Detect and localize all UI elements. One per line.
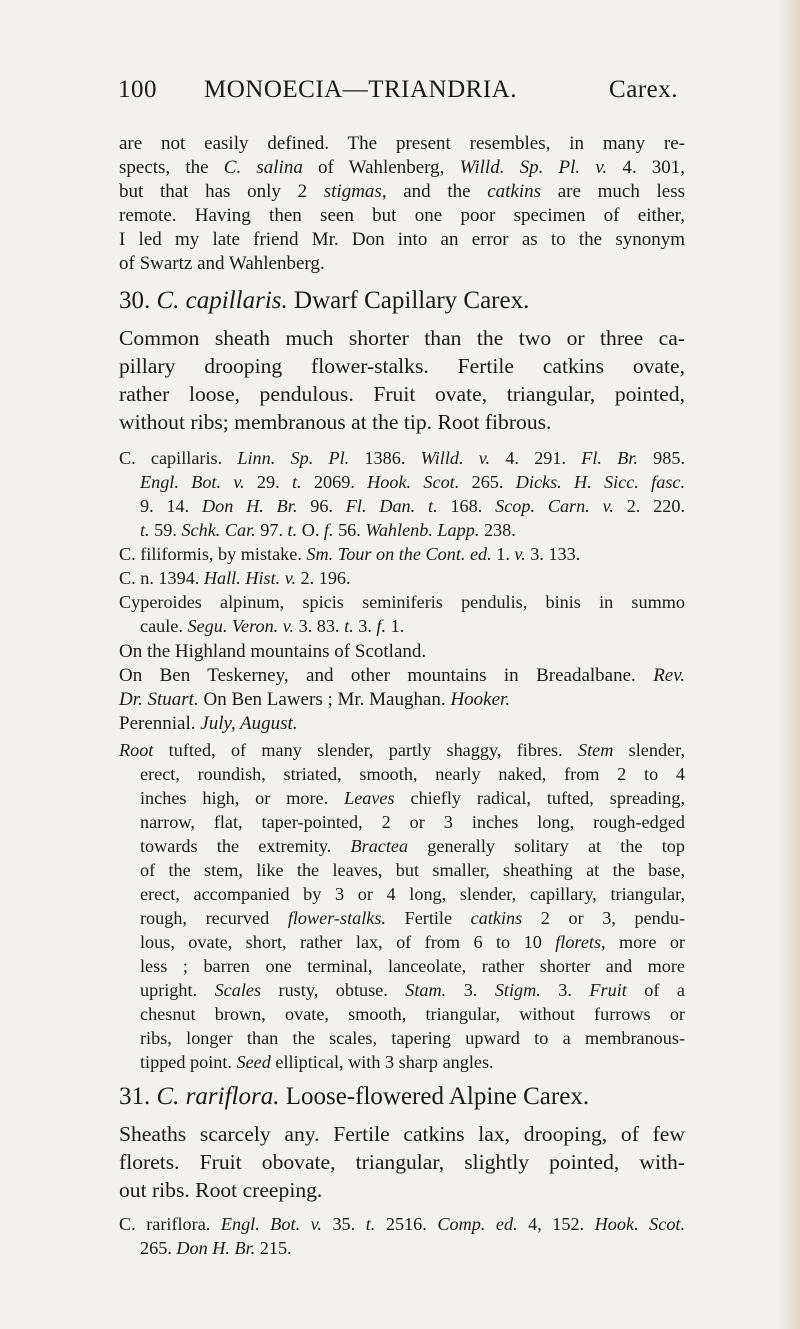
habitat-line: On the Highland mountains of Scotland. — [119, 641, 427, 662]
description-line: lous, ovate, short, rather lax, of from 6 to 10 florets, more or — [140, 932, 685, 952]
description-line: erect, roundish, striated, smooth, nearly naked, from 2 to 4 — [140, 764, 685, 784]
page-number: 100 — [118, 76, 157, 103]
synonym-line: 9. 14. Don H. Br. 96. Fl. Dan. t. 168. Scop. Carn. v. 2. 220. — [140, 496, 685, 516]
description-line: tipped point. Seed elliptical, with 3 sharp angles. — [140, 1052, 494, 1072]
diagnosis-line: Sheaths scarcely any. Fertile catkins lax, drooping, of few — [119, 1122, 685, 1146]
running-title: MONOECIA—TRIANDRIA. — [204, 76, 517, 103]
synonym-line: C. filiformis, by mistake. Sm. Tour on the Cont. ed. 1. v. 3. 133. — [119, 544, 581, 564]
habitat-line: On Ben Teskerney, and other mountains in Breadalbane. Rev. — [119, 665, 685, 686]
description-line: upright. Scales rusty, obtuse. Stam. 3. Stigm. 3. Fruit of a — [140, 980, 685, 1000]
description-line: narrow, flat, taper-pointed, 2 or 3 inches long, rough-edged — [140, 812, 685, 832]
description-line: Root tufted, of many slender, partly shaggy, fibres. Stem slender, — [119, 740, 685, 760]
synonym-line: 265. Don H. Br. 215. — [140, 1238, 292, 1258]
genus-heading: Carex. — [609, 76, 678, 103]
species-number: 30. — [119, 287, 151, 314]
species-english-name: Dwarf Capillary Carex. — [294, 287, 530, 314]
synonym-line: Cyperoides alpinum, spicis seminiferis pendulis, binis in summo — [119, 592, 685, 612]
species-latin-name: C. rariflora. — [156, 1083, 280, 1110]
description-line: of the stem, like the leaves, but smaller, sheathing at the base, — [140, 860, 685, 880]
intro-line: of Swartz and Wahlenberg. — [119, 253, 325, 274]
description-line: rough, recurved flower-stalks. Fertile catkins 2 or 3, pendu- — [140, 908, 685, 928]
description-line: inches high, or more. Leaves chiefly radical, tufted, spreading, — [140, 788, 685, 808]
habitat-line: Dr. Stuart. On Ben Lawers ; Mr. Maughan. Hooker. — [119, 689, 511, 710]
description-line: ribs, longer than the scales, tapering upward to a membranous- — [140, 1028, 685, 1048]
page-edge-shadow — [778, 0, 800, 1329]
intro-line: but that has only 2 stigmas, and the catkins are much less — [119, 181, 685, 202]
intro-line: I led my late friend Mr. Don into an error as to the synonym — [119, 229, 685, 250]
description-line: erect, accompanied by 3 or 4 long, slender, capillary, triangular, — [140, 884, 685, 904]
synonym-line: C. capillaris. Linn. Sp. Pl. 1386. Willd. v. 4. 291. Fl. Br. 985. — [119, 448, 686, 468]
description-line: towards the extremity. Bractea generally solitary at the top — [140, 836, 685, 856]
synonym-line: t. 59. Schk. Car. 97. t. O. f. 56. Wahlenb. Lapp. 238. — [140, 520, 516, 540]
diagnosis-line: without ribs; membranous at the tip. Root fibrous. — [119, 410, 552, 434]
species-31-title — [119, 1082, 685, 1112]
diagnosis-line: Common sheath much shorter than the two or three ca- — [119, 326, 685, 350]
synonym-line: C. n. 1394. Hall. Hist. v. 2. 196. — [119, 568, 351, 588]
species-latin-name: C. capillaris. — [156, 287, 288, 314]
description-line: chesnut brown, ovate, smooth, triangular, without furrows or — [140, 1004, 685, 1024]
species-english-name: Loose-flowered Alpine Carex. — [285, 1083, 590, 1110]
diagnosis-line: pillary drooping flower-stalks. Fertile catkins ovate, — [119, 354, 685, 378]
diagnosis-line: out ribs. Root creeping. — [119, 1178, 323, 1202]
intro-line: remote. Having then seen but one poor specimen of either, — [119, 205, 685, 226]
species-number: 31. — [119, 1083, 151, 1110]
synonym-line: Engl. Bot. v. 29. t. 2069. Hook. Scot. 265. Dicks. H. Sicc. fasc. — [140, 472, 686, 492]
habitat-line: Perennial. July, August. — [119, 713, 298, 734]
diagnosis-line: florets. Fruit obovate, triangular, slightly pointed, with- — [119, 1150, 685, 1174]
synonym-line: caule. Segu. Veron. v. 3. 83. t. 3. f. 1. — [140, 616, 405, 636]
intro-line: spects, the C. salina of Wahlenberg, Willd. Sp. Pl. v. 4. 301, — [119, 157, 685, 178]
diagnosis-line: rather loose, pendulous. Fruit ovate, triangular, pointed, — [119, 382, 685, 406]
running-header — [118, 76, 678, 116]
synonym-line: C. rariflora. Engl. Bot. v. 35. t. 2516. Comp. ed. 4, 152. Hook. Scot. — [119, 1214, 686, 1234]
description-line: less ; barren one terminal, lanceolate, rather shorter and more — [140, 956, 685, 976]
species-30-title — [119, 286, 685, 316]
intro-line: are not easily defined. The present resembles, in many re- — [119, 133, 685, 154]
